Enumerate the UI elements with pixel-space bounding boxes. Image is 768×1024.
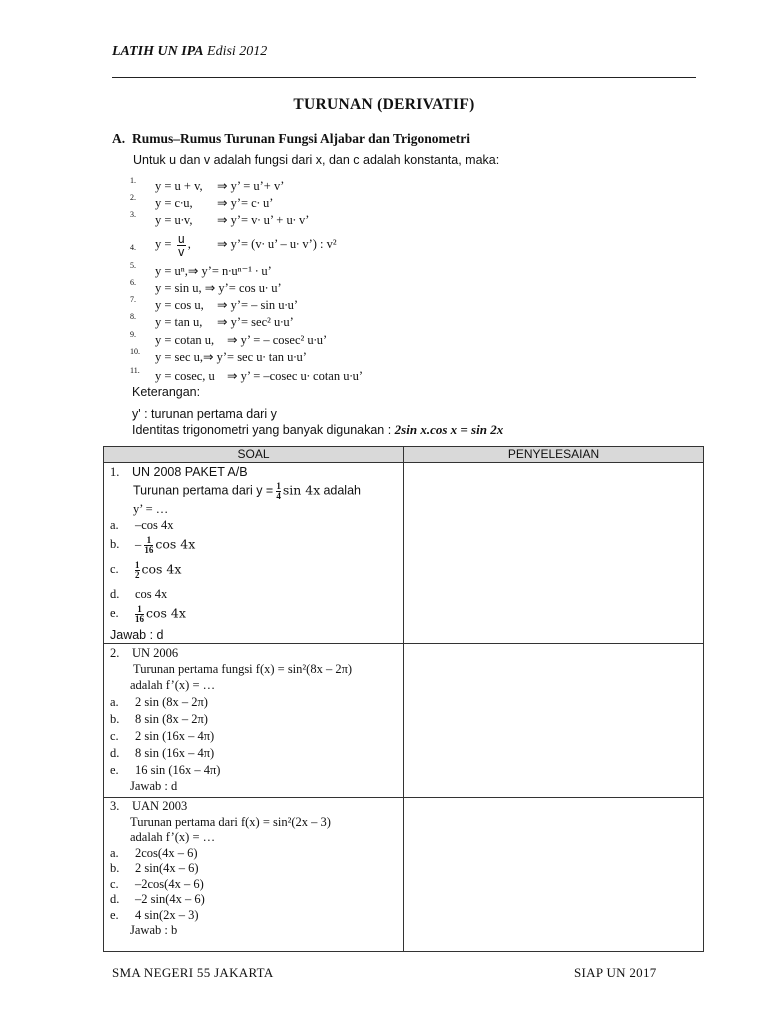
solution-cell[interactable] <box>404 798 704 952</box>
formula-lhs: y = tan u, <box>155 315 203 329</box>
formula-text: y = sin u, ⇒ y’= cos u∙ u’ <box>155 281 282 295</box>
table-row <box>104 463 704 644</box>
keterangan-label: Keterangan: <box>132 385 201 399</box>
formula-item <box>130 332 327 348</box>
formula-fraction: $\frac{u}{v}$ <box>177 231 185 259</box>
formula-item: 4. y = $\frac{u}{v}$ , ⇒ y’= (v∙ u’ – u∙ v’) : v² <box>130 229 337 259</box>
solution-cell[interactable] <box>404 463 704 644</box>
header-edition: Edisi 2012 <box>203 44 268 59</box>
formula-lhs: y = cosec, u <box>155 369 215 383</box>
option-e[interactable]: e. $\frac{1}{16}$ cos 4x <box>110 604 186 624</box>
question-stem: Turunan pertama dari f(x) = sin²(2x – 3) <box>130 814 331 829</box>
page-title: TURUNAN (DERIVATIF) <box>293 96 475 113</box>
option-b[interactable]: b. – $\frac{1}{16}$ cos 4x <box>110 535 196 555</box>
formula-number: 2. <box>130 193 136 202</box>
formula-number: 11. <box>130 366 140 375</box>
question-source: UAN 2003 <box>132 799 188 813</box>
formula-rhs: ⇒ y’= v∙ u’ + u∙ v’ <box>217 213 310 227</box>
table-row <box>104 644 704 798</box>
formula-item <box>130 280 282 296</box>
formula-number: 10. <box>130 347 140 356</box>
formula-number: 6. <box>130 278 136 287</box>
formula-item <box>130 212 309 228</box>
formula-text: y = sec u,⇒ y’= sec u∙ tan u∙u’ <box>155 350 307 364</box>
formula-rhs: ⇒ y’= – sin u∙u’ <box>217 298 299 312</box>
section-heading <box>112 131 470 147</box>
formula-number: 7. <box>130 295 136 304</box>
formula-number: 3. <box>130 210 136 219</box>
formula-item <box>130 263 272 279</box>
formula-rhs: ⇒ y’= (v∙ u’ – u∙ v’) : v² <box>217 237 337 251</box>
identity-formula: 2sin x.cos x = sin 2x <box>394 422 504 437</box>
option-e[interactable]: e. 16 sin (16x – 4π) <box>110 763 221 777</box>
option-e[interactable]: e. 4 sin(2x – 3) <box>110 907 199 922</box>
question-number: 1. <box>110 465 120 479</box>
question-table <box>103 446 704 952</box>
option-a[interactable]: a. –cos 4x <box>110 518 174 532</box>
formula-lhs: y = cos u, <box>155 298 204 312</box>
formula-rhs: ⇒ y’= c∙ u’ <box>217 196 274 210</box>
formula-lhs: y = <box>155 237 172 251</box>
formula-rhs: ⇒ y’ = u’+ v’ <box>217 179 285 193</box>
formula-rhs: ⇒ y’ = –cosec u∙ cotan u∙u’ <box>227 369 363 383</box>
answer-key: Jawab : d <box>110 628 164 642</box>
table-header-row <box>104 447 704 463</box>
footer-school: SMA NEGERI 55 JAKARTA <box>112 965 274 980</box>
formula-number: 8. <box>130 312 136 321</box>
answer-key: Jawab : d <box>130 779 178 793</box>
option-c[interactable]: c. –2cos(4x – 6) <box>110 876 204 891</box>
table-row <box>104 798 704 952</box>
question-stem: Turunan pertama fungsi f(x) = sin²(8x – 2π) <box>133 662 353 676</box>
formula-text: y = uⁿ,⇒ y’= n∙uⁿ⁻¹ ∙ u’ <box>155 264 272 278</box>
question-1 <box>104 463 403 643</box>
derivative-definition: y' : turunan pertama dari y <box>132 407 277 421</box>
trig-identity <box>132 422 503 438</box>
formula-item <box>130 368 363 384</box>
footer-tagline: SIAP UN 2017 <box>574 965 657 980</box>
formula-lhs: y = c∙u, <box>155 196 193 210</box>
identity-label: Identitas trigonometri yang banyak digunakan : <box>132 423 395 437</box>
option-b[interactable]: b. 2 sin(4x – 6) <box>110 861 199 875</box>
question-2 <box>104 644 403 794</box>
formula-number: 1. <box>130 176 136 185</box>
column-header-penyelesaian: PENYELESAIAN <box>404 447 704 463</box>
header-divider <box>112 77 696 78</box>
formula-lhs: y = u∙v, <box>155 213 193 227</box>
column-header-soal: SOAL <box>104 447 404 463</box>
question-3 <box>104 798 403 939</box>
section-letter: A. <box>112 131 126 146</box>
formula-item <box>130 178 284 194</box>
option-a[interactable]: a. 2cos(4x – 6) <box>110 845 198 860</box>
formula-number: 5. <box>130 261 136 270</box>
question-stem-2: adalah f’(x) = … <box>130 678 216 692</box>
question-number: 2. <box>110 646 120 660</box>
question-source: UN 2008 PAKET A/B <box>132 465 248 479</box>
option-d[interactable]: d. cos 4x <box>110 587 168 601</box>
solution-cell[interactable] <box>404 644 704 798</box>
formula-lhs: y = u + v, <box>155 179 203 193</box>
option-d[interactable]: d. 8 sin (16x – 4π) <box>110 746 215 760</box>
formula-rhs: ⇒ y’= sec² u∙u’ <box>217 315 294 329</box>
question-stem: Turunan pertama dari y = $\frac{1}{4}$ sin 4x adalah <box>133 481 361 501</box>
option-c[interactable]: c. $\frac{1}{2}$ cos 4x <box>110 560 182 580</box>
formula-item <box>130 349 307 365</box>
formula-lhs: y = cotan u, <box>155 333 215 347</box>
option-c[interactable]: c. 2 sin (16x – 4π) <box>110 729 215 743</box>
answer-key: Jawab : b <box>130 923 178 937</box>
stem-fraction: $\frac{1}{4}$ <box>276 481 281 501</box>
question-stem-2: adalah f’(x) = … <box>130 830 216 844</box>
section-title: Rumus–Rumus Turunan Fungsi Aljabar dan Trigonometri <box>132 131 470 146</box>
formula-item <box>130 195 273 211</box>
formula-rhs: ⇒ y’ = – cosec² u∙u’ <box>227 333 328 347</box>
question-stem-2: y’ = … <box>133 502 169 516</box>
question-source: UN 2006 <box>132 646 179 660</box>
formula-number: 4. <box>130 243 136 252</box>
option-b[interactable]: b. 8 sin (8x – 2π) <box>110 712 208 726</box>
formula-number: 9. <box>130 330 136 339</box>
question-number: 3. <box>110 799 120 813</box>
option-d[interactable]: d. –2 sin(4x – 6) <box>110 892 205 906</box>
header-series: LATIH UN IPA <box>112 44 204 59</box>
intro-text: Untuk u dan v adalah fungsi dari x, dan c adalah konstanta, maka: <box>133 153 500 167</box>
formula-item <box>130 314 294 330</box>
option-a[interactable]: a. 2 sin (8x – 2π) <box>110 695 208 709</box>
page-header <box>112 44 267 60</box>
formula-item <box>130 297 298 313</box>
